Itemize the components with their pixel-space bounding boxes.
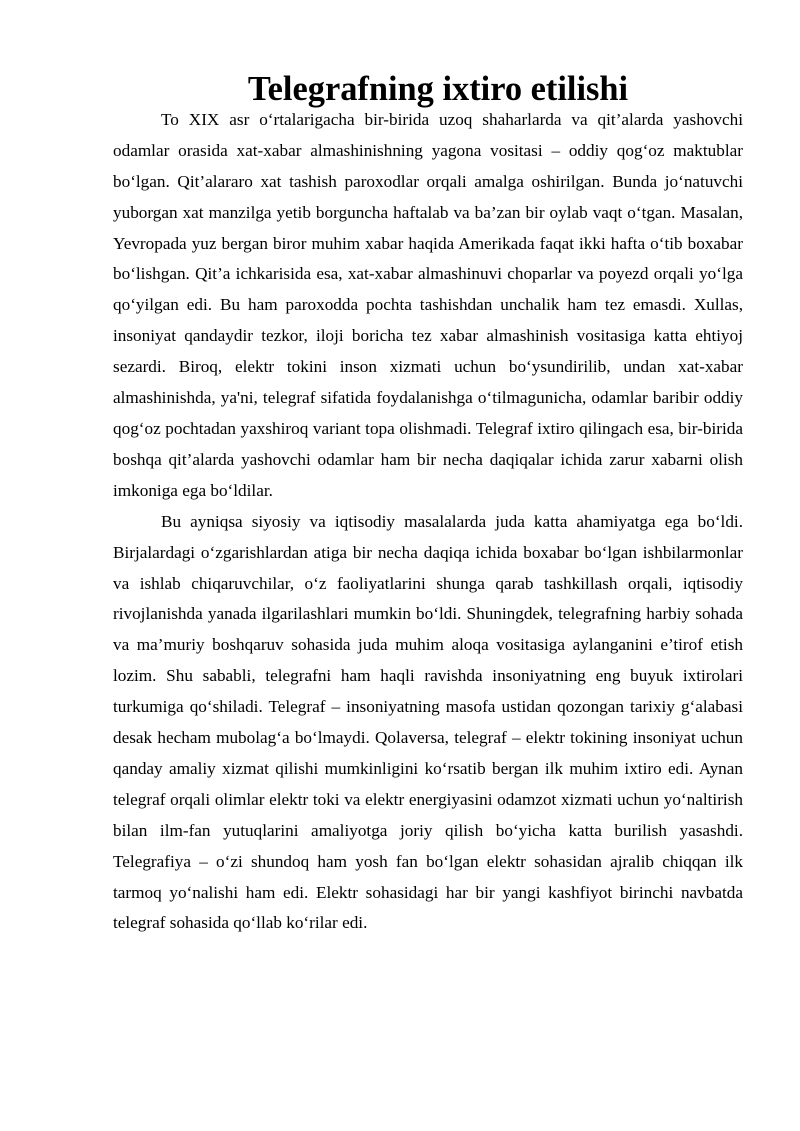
document-title: Telegrafning ixtiro etilishi — [247, 70, 629, 108]
document-page — [113, 70, 743, 939]
paragraph-1: To XIX asr o‘rtalarigacha bir-birida uzoq shaharlarda va qit’alarda yashovchi odamlar orasida xat-xabar almashinishning yagona vositasi – oddiy qog‘oz maktublar bo‘lgan. Qit’alararo xat tashish paroxodlar orqali amalga oshirilgan. Bunda jo‘natuvchi yuborgan xat manzilga yetib borguncha haftalab va ba’zan bir oylab vaqt o‘tgan. Masalan, Yevropada yuz bergan biror muhim xabar haqida Amerikada faqat ikki hafta o‘tib boxabar bo‘lishgan. Qit’a ichkarisida esa, xat-xabar almashinuvi choparlar va poyezd orqali yo‘lga qo‘yilgan edi. Bu ham paroxodda pochta tashishdan unchalik ham tez emasdi. Xullas, insoniyat qandaydir tezkor, iloji boricha tez xabar almashinish vositasiga katta ehtiyoj sezardi. Biroq, elektr tokini inson xizmati uchun bo‘ysundirilib, undan xat-xabar almashinishda, ya'ni, telegraf sifatida foydalanishga o‘tilmagunicha, odamlar baribir oddiy qog‘oz pochtadan yaxshiroq variant topa olishmadi. Telegraf ixtiro qilingach esa, bir-birida boshqa qit’alarda yashovchi odamlar ham bir necha daqiqalar ichida zarur xabarni olish imkoniga ega bo‘ldilar. — [113, 109, 743, 500]
paragraph-2: Bu ayniqsa siyosiy va iqtisodiy masalalarda juda katta ahamiyatga ega bo‘ldi. Birjalardagi o‘zgarishlardan atiga bir necha daqiqa ichida boxabar bo‘lgan ishbilarmonlar va ishlab chiqaruvchilar, o‘z faoliyatlarini shunga qarab tashkillash orqali, iqtisodiy rivojlanishda yanada ilgarilashlari mumkin bo‘ldi. Shuningdek, telegrafning harbiy sohada va ma’muriy boshqaruv sohasida juda muhim aloqa vositasiga aylanganini e’tirof etish lozim. Shu sababli, telegrafni ham haqli ravishda insoniyatning eng buyuk ixtirolari turkumiga qo‘shiladi. Telegraf – insoniyatning masofa ustidan qozongan tarixiy g‘alabasi desak hecham mubolag‘a bo‘lmaydi. Qolaversa, telegraf – elektr tokining insoniyat uchun qanday amaliy xizmat qilishi mumkinligini ko‘rsatib bergan ilk muhim ixtiro edi. Aynan telegraf orqali olimlar elektr toki va elektr energiyasini odamzot xizmati uchun yo‘naltirish bilan ilm-fan yutuqlarini amaliyotga joriy qilish bo‘yicha katta burilish yasashdi. Telegrafiya – o‘zi shundoq ham yosh fan bo‘lgan elektr sohasidan ajralib chiqqan ilk tarmoq yo‘nalishi ham edi. Elektr sohasidagi har bir yangi kashfiyot birinchi navbatda telegraf sohasida qo‘llab ko‘rilar edi. — [113, 511, 743, 933]
